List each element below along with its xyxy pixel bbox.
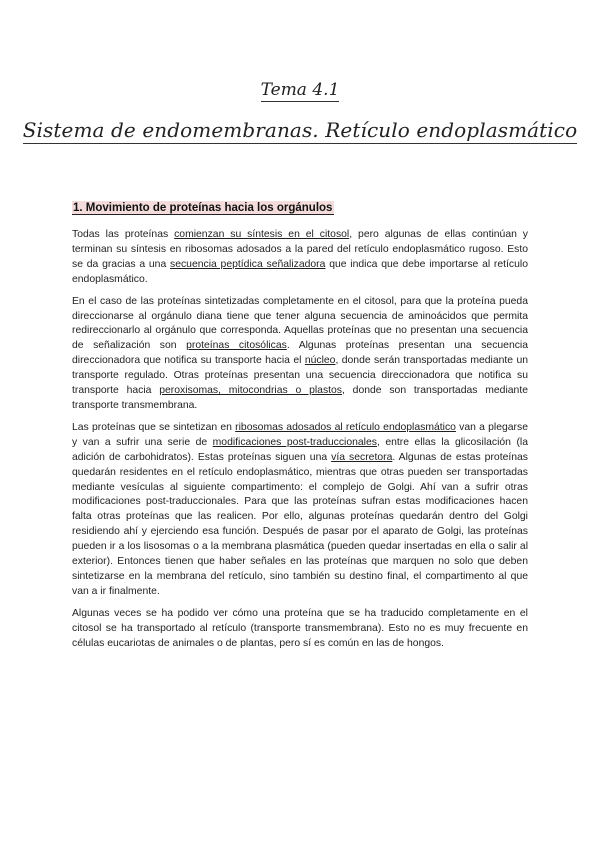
text-run: que indica que debe importarse al retículo endoplasmático. (72, 258, 528, 285)
document-title-text: Tema 4.1 (260, 80, 340, 100)
document-subtitle (0, 118, 600, 142)
document-title (0, 80, 600, 100)
text-run: . Algunas de estas proteínas quedarán residentes en el retículo endoplasmático, mientras que otras pueden ser transportadas mediante vesículas al siguiente compartimento: el complejo de Golgi. Ahí van a sufrir otras modificaciones post-traduccionales. Para que las proteínas sufran estas modificaciones hacen falta otras proteínas que las realicen. Por ello, algunas proteínas quedarán dentro del Golgi residiendo ahí y ejerciendo esa función. Después de pasar por el aparato de Golgi, las proteínas pueden ir a los lisosomas o a la membrana plasmática (pueden quedar insertadas en ella o salir al exterior). Entonces tienen que haber señales en las proteínas que marquen no solo que deben sintetizarse en la membrana del retículo, sino también su destino final, el compartimento al que van a ir finalmente. (72, 451, 528, 597)
underlined-term: ribosomas adosados al retículo endoplasmático (235, 421, 456, 433)
text-run: Todas las proteínas (72, 229, 175, 240)
paragraph-2 (72, 295, 528, 414)
paragraph-1 (72, 228, 528, 288)
text-run: . Algunas proteínas presentan una secuencia direccionadora que notifica su transporte hacia el (72, 340, 529, 367)
text-run: Las proteínas que se sintetizan en (72, 421, 236, 433)
underlined-term: secuencia peptídica señalizadora (170, 258, 326, 270)
text-run: En el caso de las proteínas sintetizadas completamente en el citosol, para que la proteína pueda direccionarse al orgánulo diana tiene que tener alguna secuencia de aminoácidos que permita redireccionarlo al orgánulo que corresponda. Aquellas proteínas que no presentan una secuencia de señalización son (72, 295, 528, 352)
underlined-term: modificaciones post-traduccionales (212, 436, 377, 448)
text-run: , donde serán transportadas mediante un transporte regulado. Otras proteínas presentan una secuencia direccionadora que notifica su transporte hacia (72, 355, 529, 397)
section-body (72, 228, 528, 658)
document-subtitle-text: Sistema de endomembranas. Retículo endoplasmático (22, 118, 578, 142)
underlined-term: proteínas citosólicas (186, 340, 287, 352)
text-run: , entre ellas la glicosilación (la adición de carbohidratos). Estas proteínas siguen una (72, 436, 528, 463)
paragraph-3 (72, 421, 528, 600)
text-run: , pero algunas de ellas continúan y terminan su síntesis en ribosomas adosados a la pared del retículo endoplasmático rugoso. Esto se da gracias a una (72, 229, 529, 270)
section-heading-text: 1. Movimiento de proteínas hacia los orgánulos (73, 202, 333, 214)
underlined-term: vía secretora (331, 451, 393, 463)
section-heading (72, 202, 334, 214)
underlined-term: peroxisomas, mitocondrias o plastos (159, 385, 342, 397)
text-run: Algunas veces se ha podido ver cómo una proteína que se ha traducido completamente en el citosol se ha transportado al retículo (transporte transmembrana). Esto no es muy frecuente en células eucariotas de animales o de plantas, pero sí es común en las de hongos. (72, 607, 528, 649)
text-run: van a plegarse y van a sufrir una serie de (72, 421, 528, 448)
text-run: , donde son transportadas mediante transporte transmembrana. (72, 385, 528, 411)
paragraph-4 (72, 607, 528, 652)
underlined-term: núcleo (304, 355, 336, 367)
underlined-term: comienzan su síntesis en el citosol (174, 229, 350, 240)
